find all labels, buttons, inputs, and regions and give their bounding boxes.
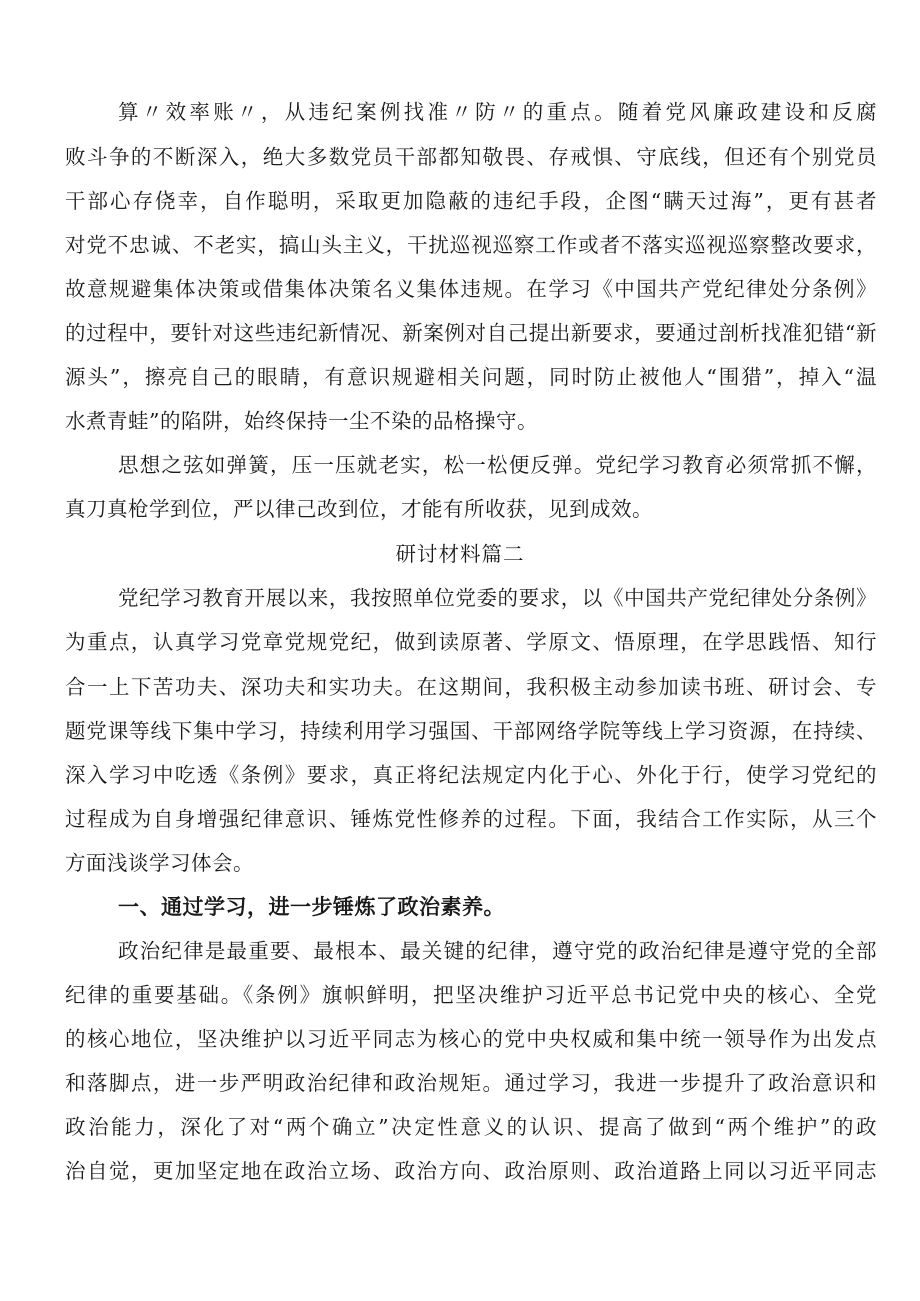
paragraph-1-line-2: 败斗争的不断深入，绝大多数党员干部都知敬畏、存戒惧、守底线，但还有个别党员	[65, 145, 877, 169]
paragraph-3-line-5: 深入学习中吃透《条例》要求，真正将纪法规定内化于心、外化于行，使学习党纪的	[65, 763, 877, 787]
section-heading: 研讨材料篇二	[395, 542, 525, 566]
paragraph-3-line-6: 过程成为自身增强纪律意识、锤炼党性修养的过程。下面，我结合工作实际，从三个	[65, 807, 877, 831]
subsection-title-1: 一、通过学习，进一步锤炼了政治素养。	[118, 894, 505, 919]
paragraph-1-line-4: 对党不忠诚、不老实，搞山头主义，干扰巡视巡察工作或者不落实巡视巡察整改要求，	[65, 233, 877, 257]
paragraph-3-line-7: 方面浅谈学习体会。	[65, 851, 254, 875]
paragraph-1-line-3: 干部心存侥幸，自作聪明，采取更加隐蔽的违纪手段，企图“瞒天过海”，更有甚者	[65, 189, 877, 213]
paragraph-3-line-2: 为重点，认真学习党章党规党纪，做到读原著、学原文、悟原理，在学思践悟、知行	[65, 630, 877, 654]
paragraph-1-line-6: 的过程中，要针对这些违纪新情况、新案例对自己提出新要求，要通过剖析找准犯错“新	[65, 321, 877, 345]
paragraph-1-line-8: 水煮青蛙”的陷阱，始终保持一尘不染的品格操守。	[65, 409, 538, 433]
paragraph-3-line-4: 题党课等线下集中学习，持续利用学习强国、干部网络学院等线上学习资源，在持续、	[65, 719, 877, 743]
paragraph-1-line-1: 算〃效率账〃，从违纪案例找准〃防〃的重点。随着党风廉政建设和反腐	[118, 100, 877, 124]
paragraph-4-line-5: 政治能力，深化了对“两个确立”决定性意义的认识、提高了做到“两个维护”的政	[65, 1115, 877, 1139]
paragraph-2-line-1: 思想之弦如弹簧，压一压就老实，松一松便反弹。党纪学习教育必须常抓不懈，	[118, 453, 877, 477]
paragraph-4-line-4: 和落脚点，进一步严明政治纪律和政治规矩。通过学习，我进一步提升了政治意识和	[65, 1071, 877, 1095]
paragraph-2-line-2: 真刀真枪学到位，严以律己改到位，才能有所收获，见到成效。	[65, 497, 653, 521]
paragraph-3-line-3: 合一上下苦功夫、深功夫和实功夫。在这期间，我积极主动参加读书班、研讨会、专	[65, 675, 877, 699]
paragraph-3-line-1: 党纪学习教育开展以来，我按照单位党委的要求，以《中国共产党纪律处分条例》	[118, 586, 877, 610]
paragraph-1-line-5: 故意规避集体决策或借集体决策名义集体违规。在学习《中国共产党纪律处分条例》	[65, 277, 877, 301]
paragraph-4-line-3: 的核心地位，坚决维护以习近平同志为核心的党中央权威和集中统一领导作为出发点	[65, 1027, 877, 1051]
paragraph-4-line-1: 政治纪律是最重要、最根本、最关键的纪律，遵守党的政治纪律是遵守党的全部	[118, 939, 877, 963]
paragraph-1-line-7: 源头”，擦亮自己的眼睛，有意识规避相关问题，同时防止被他人“围猎”，掉入“温	[65, 365, 877, 389]
paragraph-4-line-6: 治自觉，更加坚定地在政治立场、政治方向、政治原则、政治道路上同以习近平同志	[65, 1159, 877, 1183]
paragraph-4-line-2: 纪律的重要基础。《条例》旗帜鲜明，把坚决维护习近平总书记党中央的核心、全党	[65, 983, 877, 1007]
